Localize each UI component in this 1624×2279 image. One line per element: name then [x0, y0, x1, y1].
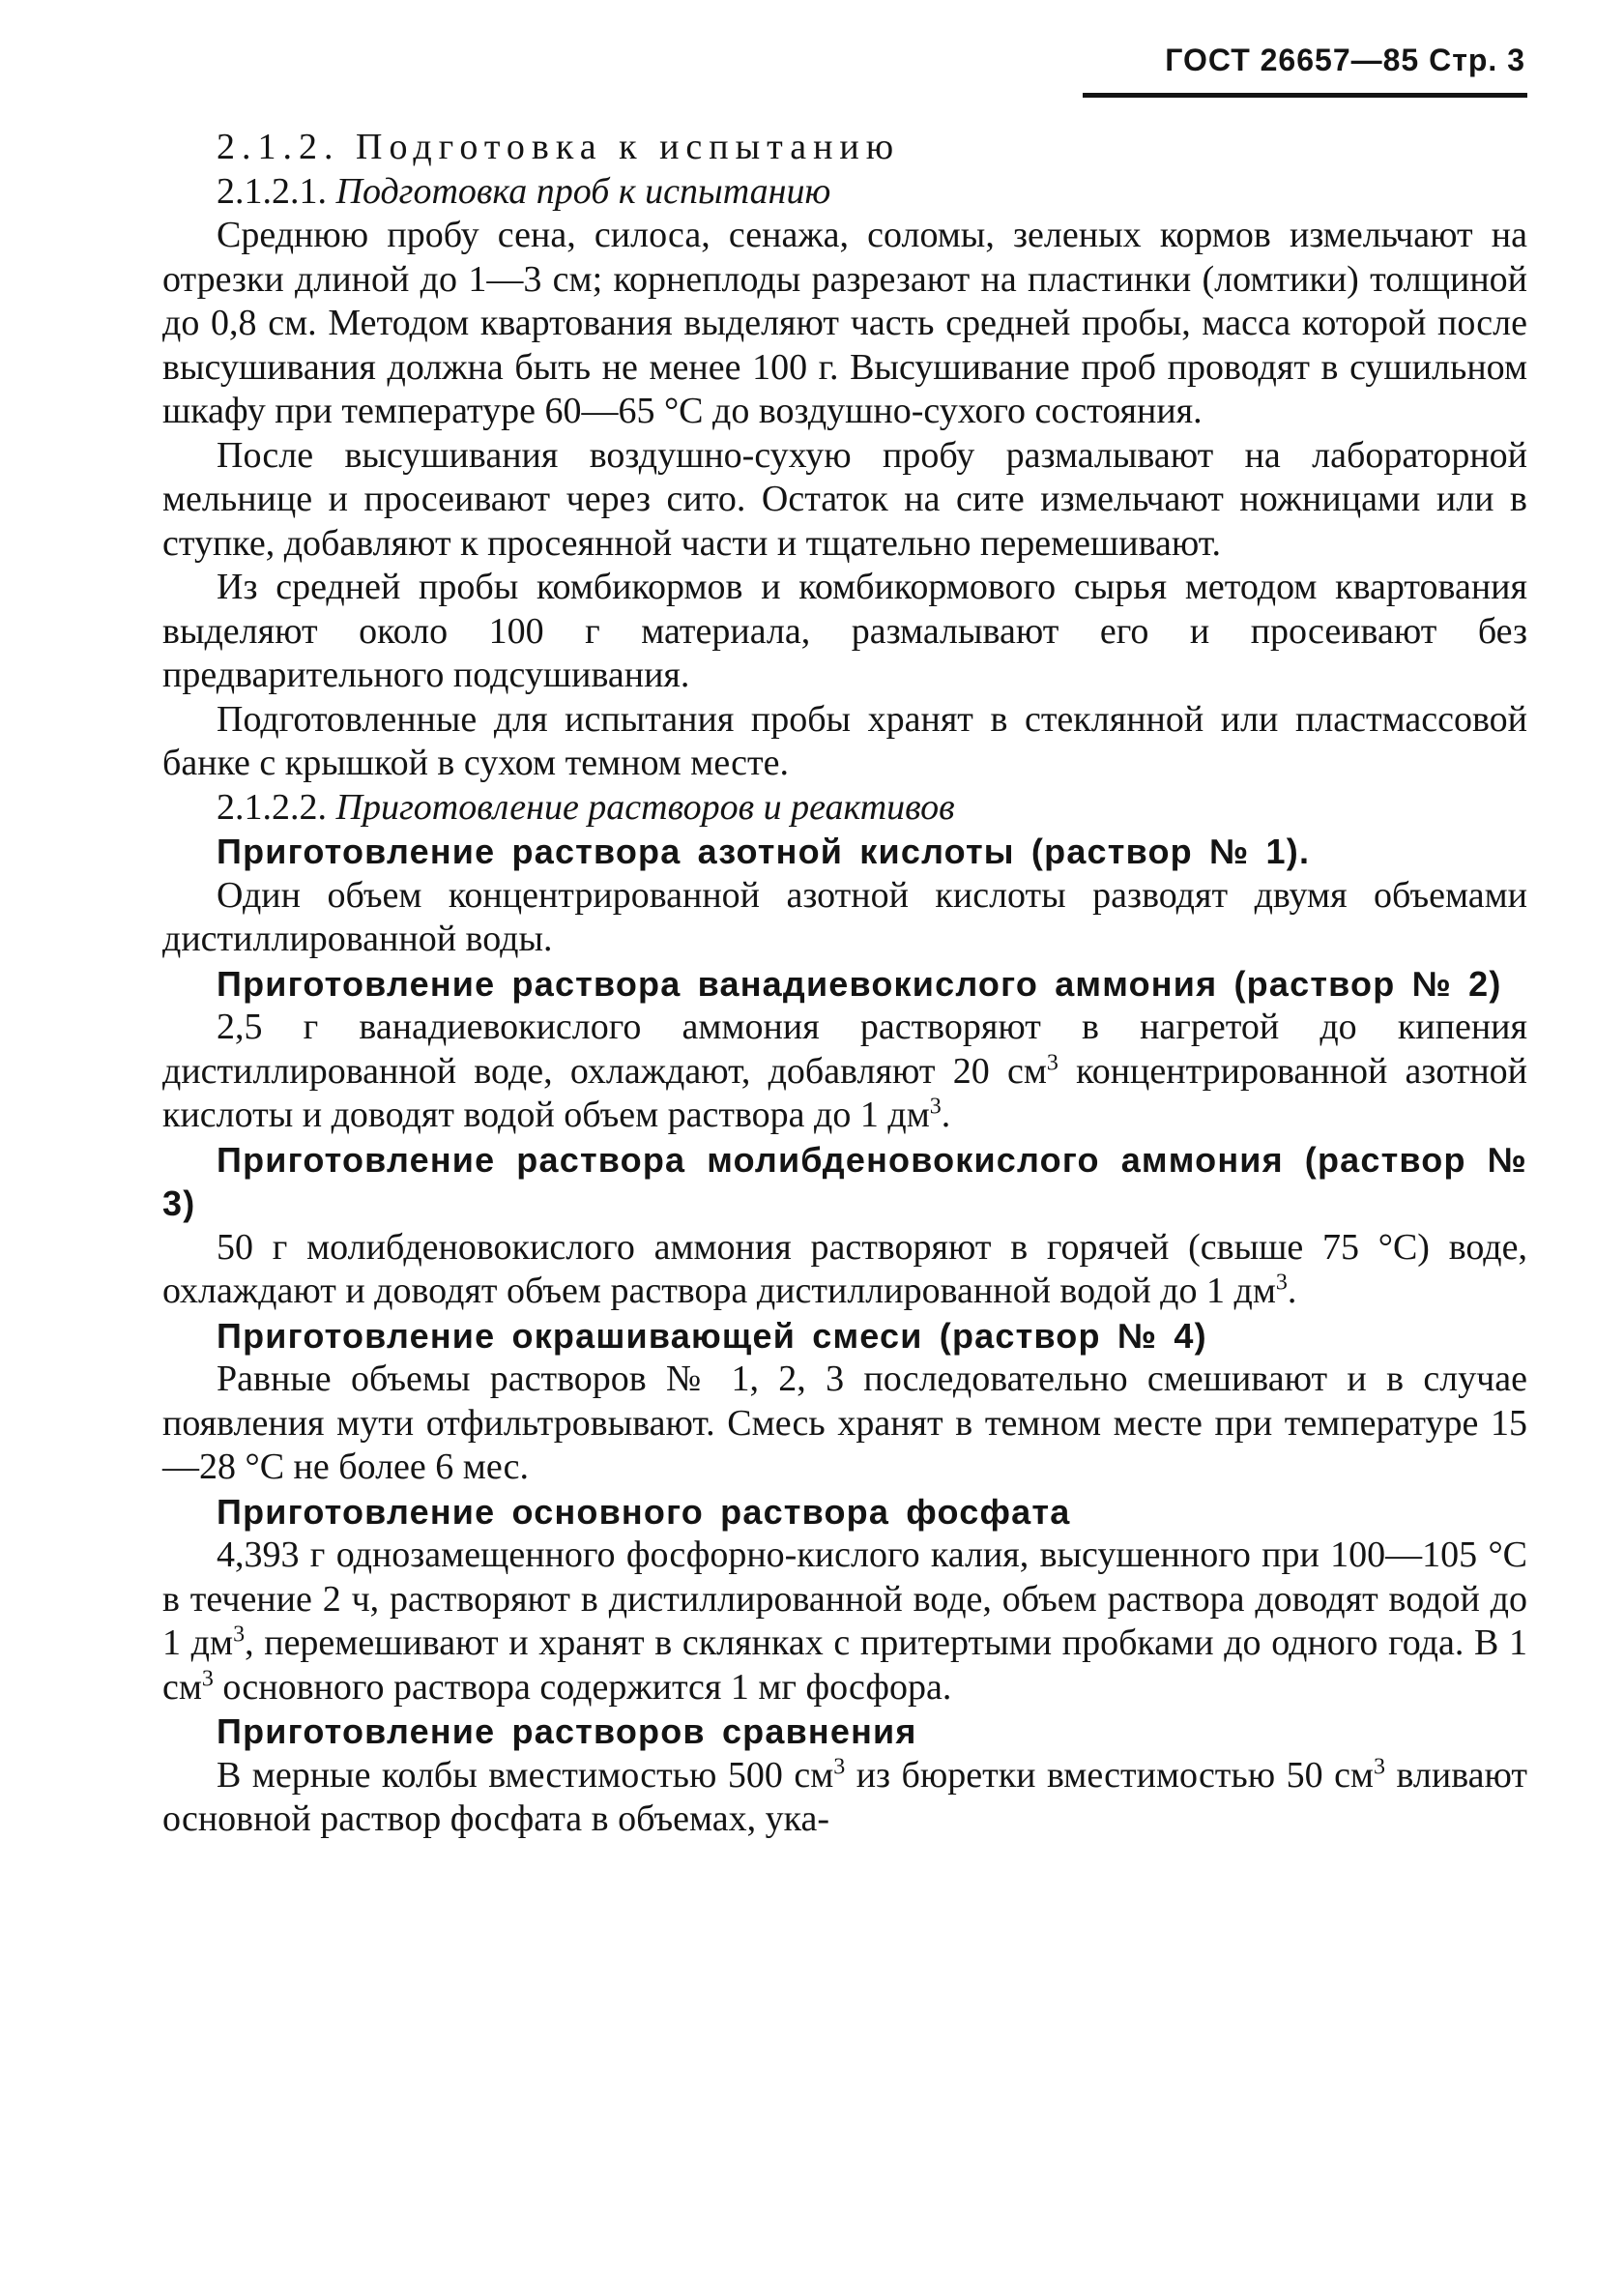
paragraph-drying: После высушивания воздушно-сухую пробу размалывают на лабораторной мельнице и просеивают через сито. Остаток на сите измельчают ножницами или в ступке, добавляют к просеянной части и тщательно перемешивают. [162, 434, 1527, 564]
section-2-1-2-heading: 2.1.2. Подготовка к испытанию [217, 127, 901, 167]
paragraph-compound-feed: Из средней пробы комбикормов и комбикормового сырья методом квартования выделяют около 100 г материала, размалывают его и просеивают без предварительного подсушивания. [162, 567, 1527, 695]
page-header: ГОСТ 26657—85 Стр. 3 [1165, 43, 1525, 77]
solution-1-title: Приготовление раствора азотной кислоты (раствор № 1). [217, 832, 1311, 871]
paragraph-storage: Подготовленные для испытания пробы хранят в стеклянной или пластмассовой банке с крышкой в сухом темном месте. [162, 698, 1527, 783]
solution-2-title: Приготовление раствора ванадиевокислого аммония (раствор № 2) [217, 963, 1502, 1004]
phosphate-title: Приготовление основного раствора фосфата [217, 1491, 1071, 1532]
section-number: 2.1.2.1. [217, 170, 327, 212]
header-rule [1083, 93, 1527, 98]
paragraph-sample-prep: Среднюю пробу сена, силоса, сенажа, соломы, зеленых кормов измельчают на отрезки длиной до 1—3 см; корнеплоды разрезают на пластинки (ломтики) толщиной до 0,8 см. Методом квартования выделяют часть средней пробы, масса которой после высушивания должна быть не менее 100 г. Высушивание проб проводят в сушильном шкафу при температуре 60—65 °С до воздушно-сухого состояния. [162, 215, 1527, 431]
comparison-title: Приготовление растворов сравнения [217, 1711, 917, 1751]
solution-2-text: 2,5 г ванадиевокислого аммония растворяют в нагретой до кипения дистиллированной воде, охлаждают, добавляют 20 $см^3$ концентрированной азотной кислоты и доводят водой объем раствора до 1 $дм^3$. [162, 1007, 1527, 1135]
solution-3-text: 50 г молибденовокислого аммония растворяют в горячей (свыше 75 °С) воде, охлаждают и доводят объем раствора дистиллированной водой до 1 $дм^3$. [162, 1226, 1527, 1311]
solution-1-text: Один объем концентрированной азотной кислоты разводят двумя объемами дистиллированной воды. [162, 874, 1527, 959]
section-title: Приготовление растворов и реактивов [335, 786, 955, 828]
document-body [162, 126, 1527, 1842]
solution-4-title: Приготовление окрашивающей смеси (раствор № 4) [217, 1315, 1207, 1356]
section-title: Подготовка проб к испытанию [335, 170, 831, 212]
section-2-1-2-2-heading [162, 786, 1527, 831]
section-2-1-2-1-heading [162, 170, 1527, 215]
section-number: 2.1.2.2. [217, 786, 327, 828]
phosphate-text: 4,393 г однозамещенного фосфорно-кислого калия, высушенного при 100—105 °С в течение 2 ч, растворяют в дистиллированной воде, объем раствора доводят водой до 1 $дм^3$, перемешивают и хранят в склянках с притертыми пробками до одного года. В 1 $см^3$ основного раствора содержится 1 мг фосфора. [162, 1534, 1528, 1708]
solution-4-text: Равные объемы растворов № 1, 2, 3 последовательно смешивают и в случае появления мути отфильтровывают. Смесь хранят в темном месте при температуре 15—28 °С не более 6 мес. [162, 1359, 1527, 1487]
comparison-text: В мерные колбы вместимостью 500 $см^3$ из бюретки вместимостью 50 $см^3$ вливают основной раствор фосфата в объемах, ука- [162, 1753, 1527, 1839]
solution-3-title: Приготовление раствора молибденовокислого аммония (раствор № 3) [162, 1139, 1527, 1223]
